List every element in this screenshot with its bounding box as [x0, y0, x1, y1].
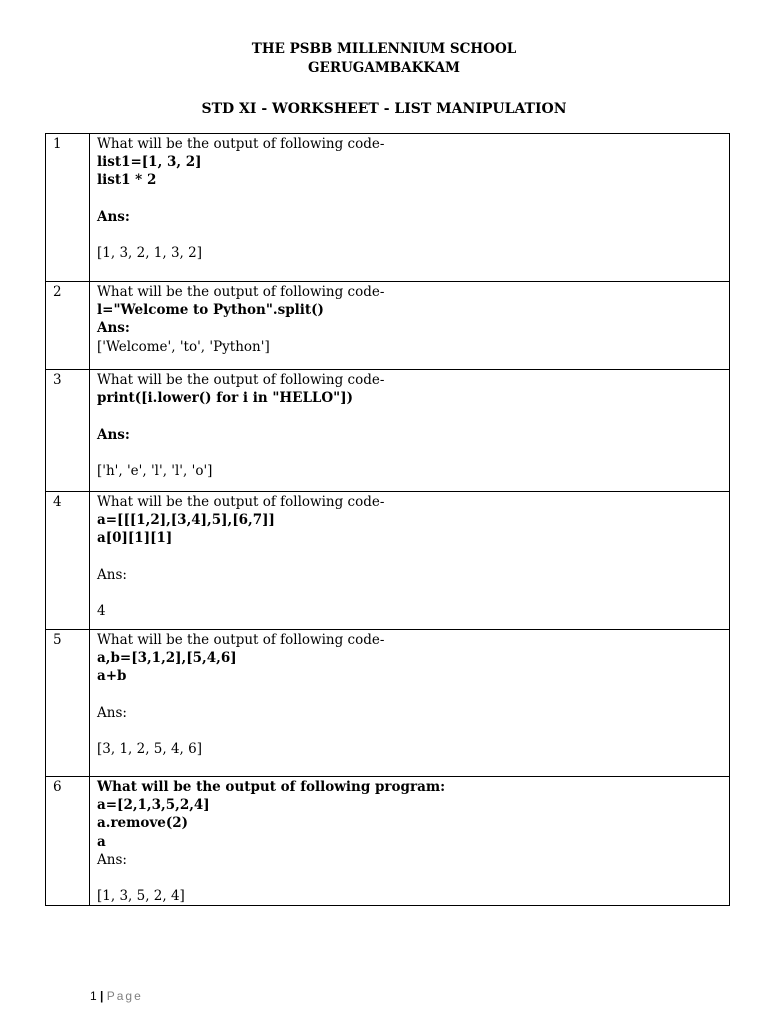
- question-number: 5: [46, 630, 90, 777]
- code-line: print([i.lower() for i in "HELLO"]): [97, 390, 353, 407]
- page-number: 1: [90, 989, 97, 1003]
- answer-text: [1, 3, 2, 1, 3, 2]: [97, 245, 202, 262]
- questions-table: [45, 133, 730, 906]
- answer-label: Ans:: [97, 426, 130, 443]
- question-cell: [90, 492, 730, 630]
- question-prompt: What will be the output of following code-: [97, 494, 385, 510]
- answer-text: ['Welcome', 'to', 'Python']: [97, 338, 270, 355]
- page-footer: [90, 989, 143, 1003]
- code-line: a: [97, 833, 106, 850]
- code-line: list1 * 2: [97, 172, 157, 189]
- code-line: l="Welcome to Python".split(): [97, 302, 324, 319]
- answer-label: Ans:: [97, 704, 127, 721]
- question-number: 1: [46, 134, 90, 282]
- code-line: a,b=[3,1,2],[5,4,6]: [97, 650, 237, 667]
- question-cell: [90, 630, 730, 777]
- question-row: [46, 134, 730, 282]
- question-number: 4: [46, 492, 90, 630]
- school-location: GERUGAMBAKKAM: [308, 60, 460, 76]
- worksheet-title: STD XI - WORKSHEET - LIST MANIPULATION: [201, 101, 567, 117]
- question-row: [46, 630, 730, 777]
- code-line: a+b: [97, 668, 127, 685]
- question-number: 3: [46, 370, 90, 492]
- question-prompt: What will be the output of following code-: [97, 372, 385, 388]
- footer-separator: |: [100, 989, 104, 1003]
- question-prompt: What will be the output of following code-: [97, 284, 385, 300]
- code-line: a=[2,1,3,5,2,4]: [97, 797, 210, 814]
- answer-text: [1, 3, 5, 2, 4]: [97, 888, 185, 905]
- question-row: [46, 282, 730, 370]
- question-prompt: What will be the output of following code-: [97, 632, 385, 648]
- answer-text: ['h', 'e', 'l', 'l', 'o']: [97, 463, 213, 480]
- question-cell: [90, 134, 730, 282]
- answer-text: 4: [97, 603, 106, 620]
- answer-text: [3, 1, 2, 5, 4, 6]: [97, 741, 202, 758]
- answer-label: Ans:: [97, 320, 130, 337]
- question-cell: [90, 370, 730, 492]
- answer-label: Ans:: [97, 208, 130, 225]
- question-cell: [90, 777, 730, 906]
- question-row: [46, 492, 730, 630]
- school-header: [0, 40, 768, 78]
- code-line: list1=[1, 3, 2]: [97, 154, 202, 171]
- question-number: 6: [46, 777, 90, 906]
- question-row: [46, 370, 730, 492]
- answer-label: Ans:: [97, 566, 127, 583]
- school-name: THE PSBB MILLENNIUM SCHOOL: [251, 41, 517, 57]
- answer-label: Ans:: [97, 851, 127, 868]
- code-line: a[0][1][1]: [97, 530, 173, 547]
- page-label: Page: [106, 989, 143, 1003]
- code-line: a=[[[1,2],[3,4],5],[6,7]]: [97, 512, 275, 529]
- question-prompt: What will be the output of following program:: [97, 779, 446, 795]
- code-line: a.remove(2): [97, 815, 189, 832]
- question-row: [46, 777, 730, 906]
- question-cell: [90, 282, 730, 370]
- question-number: 2: [46, 282, 90, 370]
- question-prompt: What will be the output of following code-: [97, 136, 385, 152]
